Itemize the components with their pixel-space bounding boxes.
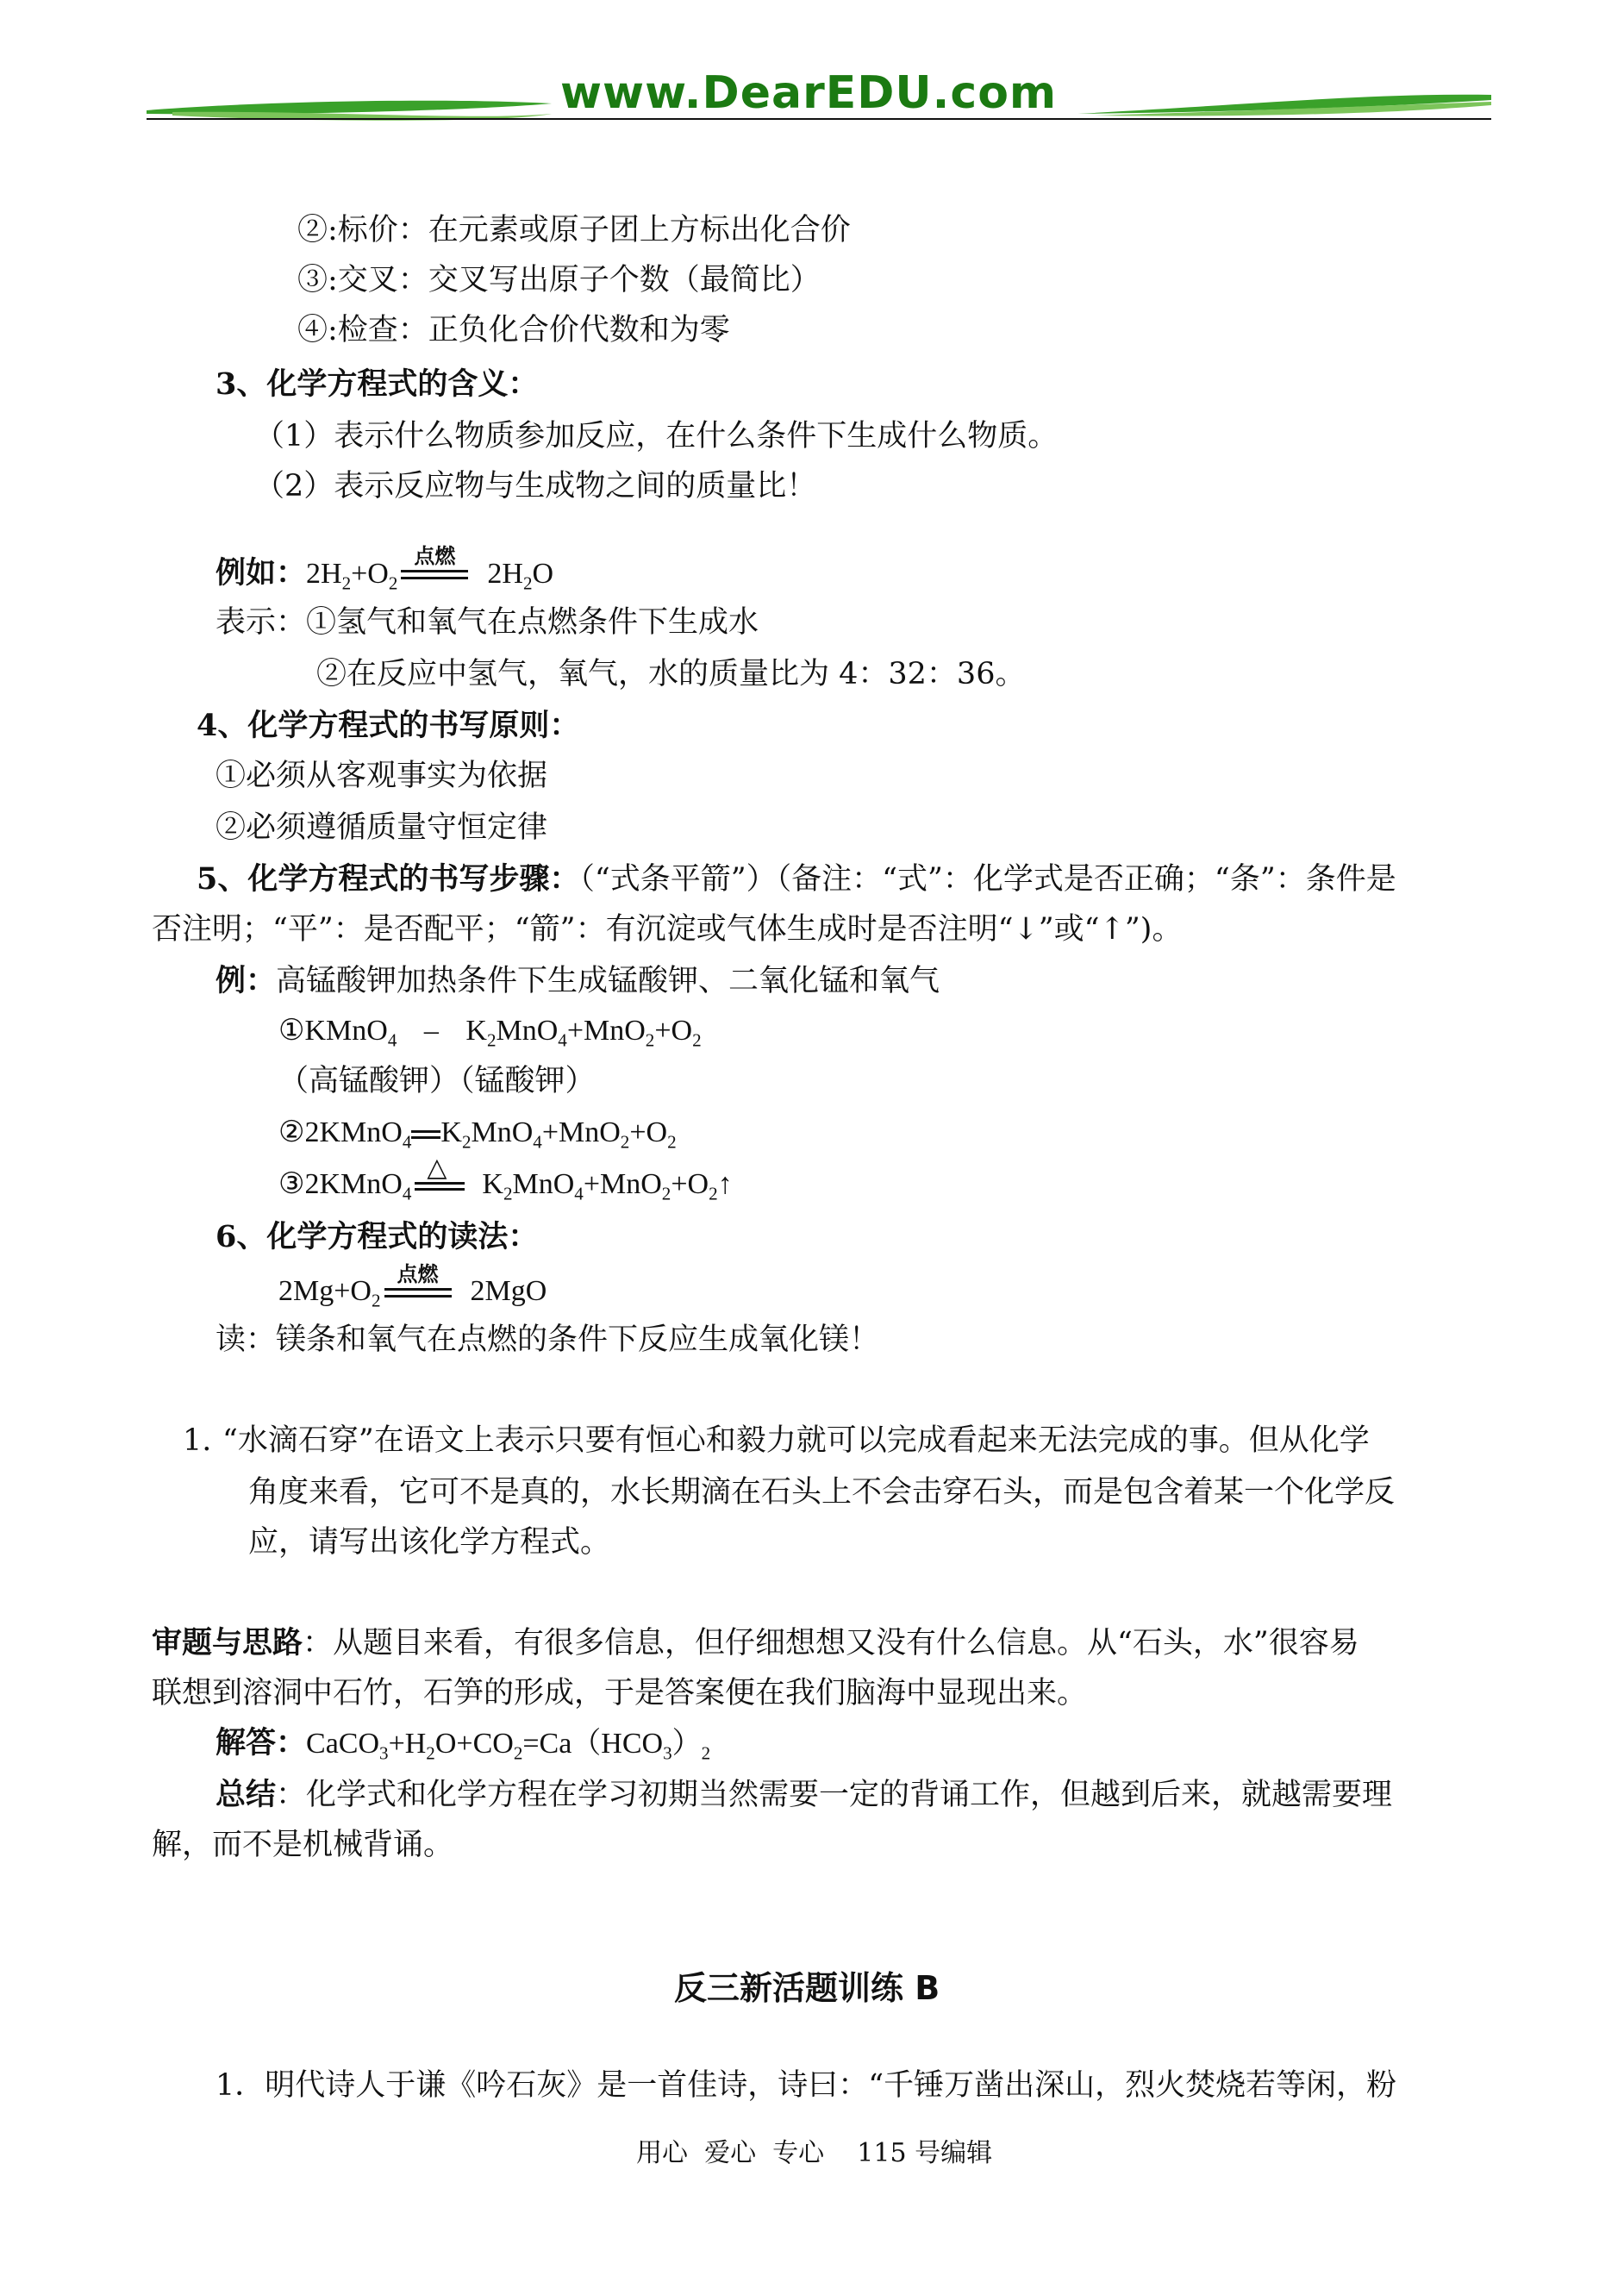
equation-products: $2H_2O$ (487, 558, 554, 594)
read-text: 镁条和氧气在点燃的条件下反应生成氧化镁！ (276, 1323, 880, 1357)
heat-condition-sign: △ (415, 1173, 465, 1199)
section-5-note-b: 否注明；“平”：是否配平；“箭”：有沉淀或气体生成时是否注明“↓”或“↑”)。 (152, 912, 1183, 947)
section-4-title: 4、化学方程式的书写原则： (197, 708, 580, 743)
example-equation-row (215, 543, 554, 603)
section-3-item-2: （2）表示反应物与生成物之间的质量比！ (254, 469, 817, 503)
answer-label: 解答： (215, 1725, 307, 1760)
question-1-line-2: 角度来看，它可不是真的，水长期滴在石头上不会击穿石头，而是包含着某一个化学反 (248, 1475, 1396, 1510)
section-3-item-1: （1）表示什么物质参加反应，在什么条件下生成什么物质。 (254, 419, 1059, 453)
show-text-1: ①氢气和氧气在点燃条件下生成水 (306, 605, 759, 640)
section-4-item-2: ②必须遵循质量守恒定律 (215, 810, 548, 845)
section-5-title: 5、化学方程式的书写步骤： (197, 861, 580, 897)
summary-text-b: 解，而不是机械背诵。 (152, 1828, 454, 1862)
show-label: 表示： (215, 605, 307, 640)
step-2-equation: ②2KMnO$_4$ $K_2MnO_4+MnO_2+O_2$ (278, 1116, 677, 1153)
section-5-line-1 (197, 859, 1396, 900)
summary-text-a: ：化学式和化学方程在学习初期当然需要一定的背诵工作，但越到后来，就越需要理 (276, 1778, 1393, 1812)
analysis-line-1 (152, 1623, 1359, 1664)
show-row-1 (215, 602, 759, 643)
header-banner (147, 60, 1491, 129)
section-3-title: 3、化学方程式的含义： (215, 366, 539, 402)
equation-reactants: $2H_2+O_2$ (306, 558, 398, 594)
summary-line-1 (215, 1774, 1392, 1816)
question-1-number: 1. (183, 1423, 212, 1458)
section-b-question-1: 1．明代诗人于谦《吟石灰》是一首佳诗，诗曰：“千锤万凿出深山，烈火焚烧若等闲，粉 (215, 2068, 1397, 2103)
answer-equation: $CaCO_3+H_2O+CO_2=Ca(HCO_3)_2$ (306, 1728, 711, 1764)
example-2-row (215, 960, 940, 1002)
example-2-label: 例： (215, 963, 277, 998)
step-1-equation: ①KMnO$_4$ – $K_2MnO_4+MnO_2+O_2$ (278, 1015, 702, 1051)
line-check: ④:检查：正负化合价代数和为零 (297, 313, 730, 347)
read-label: 读： (215, 1323, 277, 1357)
analysis-text-b: 联想到溶洞中石竹，石笋的形成，于是答案便在我们脑海中显现出来。 (152, 1676, 1088, 1710)
line-valence: ②:标价：在元素或原子团上方标出化合价 (297, 213, 851, 247)
compound-names: （高锰酸钾）（锰酸钾） (278, 1064, 596, 1098)
answer-row (215, 1723, 710, 1773)
analysis-label: 审题与思路 (152, 1625, 303, 1660)
step-3-equation: ③2KMnO$_4$ △ $K_2MnO_4+MnO_2+O_2↑$ (278, 1154, 733, 1204)
analysis-text-a: ：从题目来看，有很多信息，但仔细想想又没有什么信息。从“石头，水”很容易 (303, 1626, 1359, 1660)
ignite-condition-sign: 点燃 (401, 558, 468, 592)
line-cross: ③:交叉：交叉写出原子个数（最简比） (297, 263, 821, 297)
section-5-note-a: （“式条平箭”）（备注：“式”：化学式是否正确；“条”：条件是 (579, 862, 1396, 897)
section-b-title: 反三新活题训练 B (674, 1969, 940, 2007)
question-1-line-3: 应，请写出该化学方程式。 (248, 1525, 611, 1560)
page-footer: 用心 爱心 专心 115 号编辑 (636, 2138, 993, 2168)
magnesium-equation: $2Mg+O_2$ 点燃 2MgO (278, 1262, 547, 1311)
ignite-condition-sign-2: 点燃 (384, 1276, 452, 1310)
example-label: 例如： (215, 555, 307, 591)
question-1-line-1: “水滴石穿”在语文上表示只要有恒心和毅力就可以完成看起来无法完成的事。但从化学 (222, 1423, 1370, 1458)
read-row (215, 1319, 879, 1360)
example-2-text: 高锰酸钾加热条件下生成锰酸钾、二氧化锰和氧气 (276, 964, 940, 998)
section-4-item-1: ①必须从客观事实为依据 (215, 759, 548, 793)
section-6-title: 6、化学方程式的读法： (215, 1219, 539, 1254)
site-logo-text: www.DearEDU.com (560, 67, 1058, 119)
summary-label: 总结 (215, 1777, 277, 1812)
show-text-2: ②在反应中氢气，氧气，水的质量比为 4：32：36。 (316, 657, 1026, 691)
